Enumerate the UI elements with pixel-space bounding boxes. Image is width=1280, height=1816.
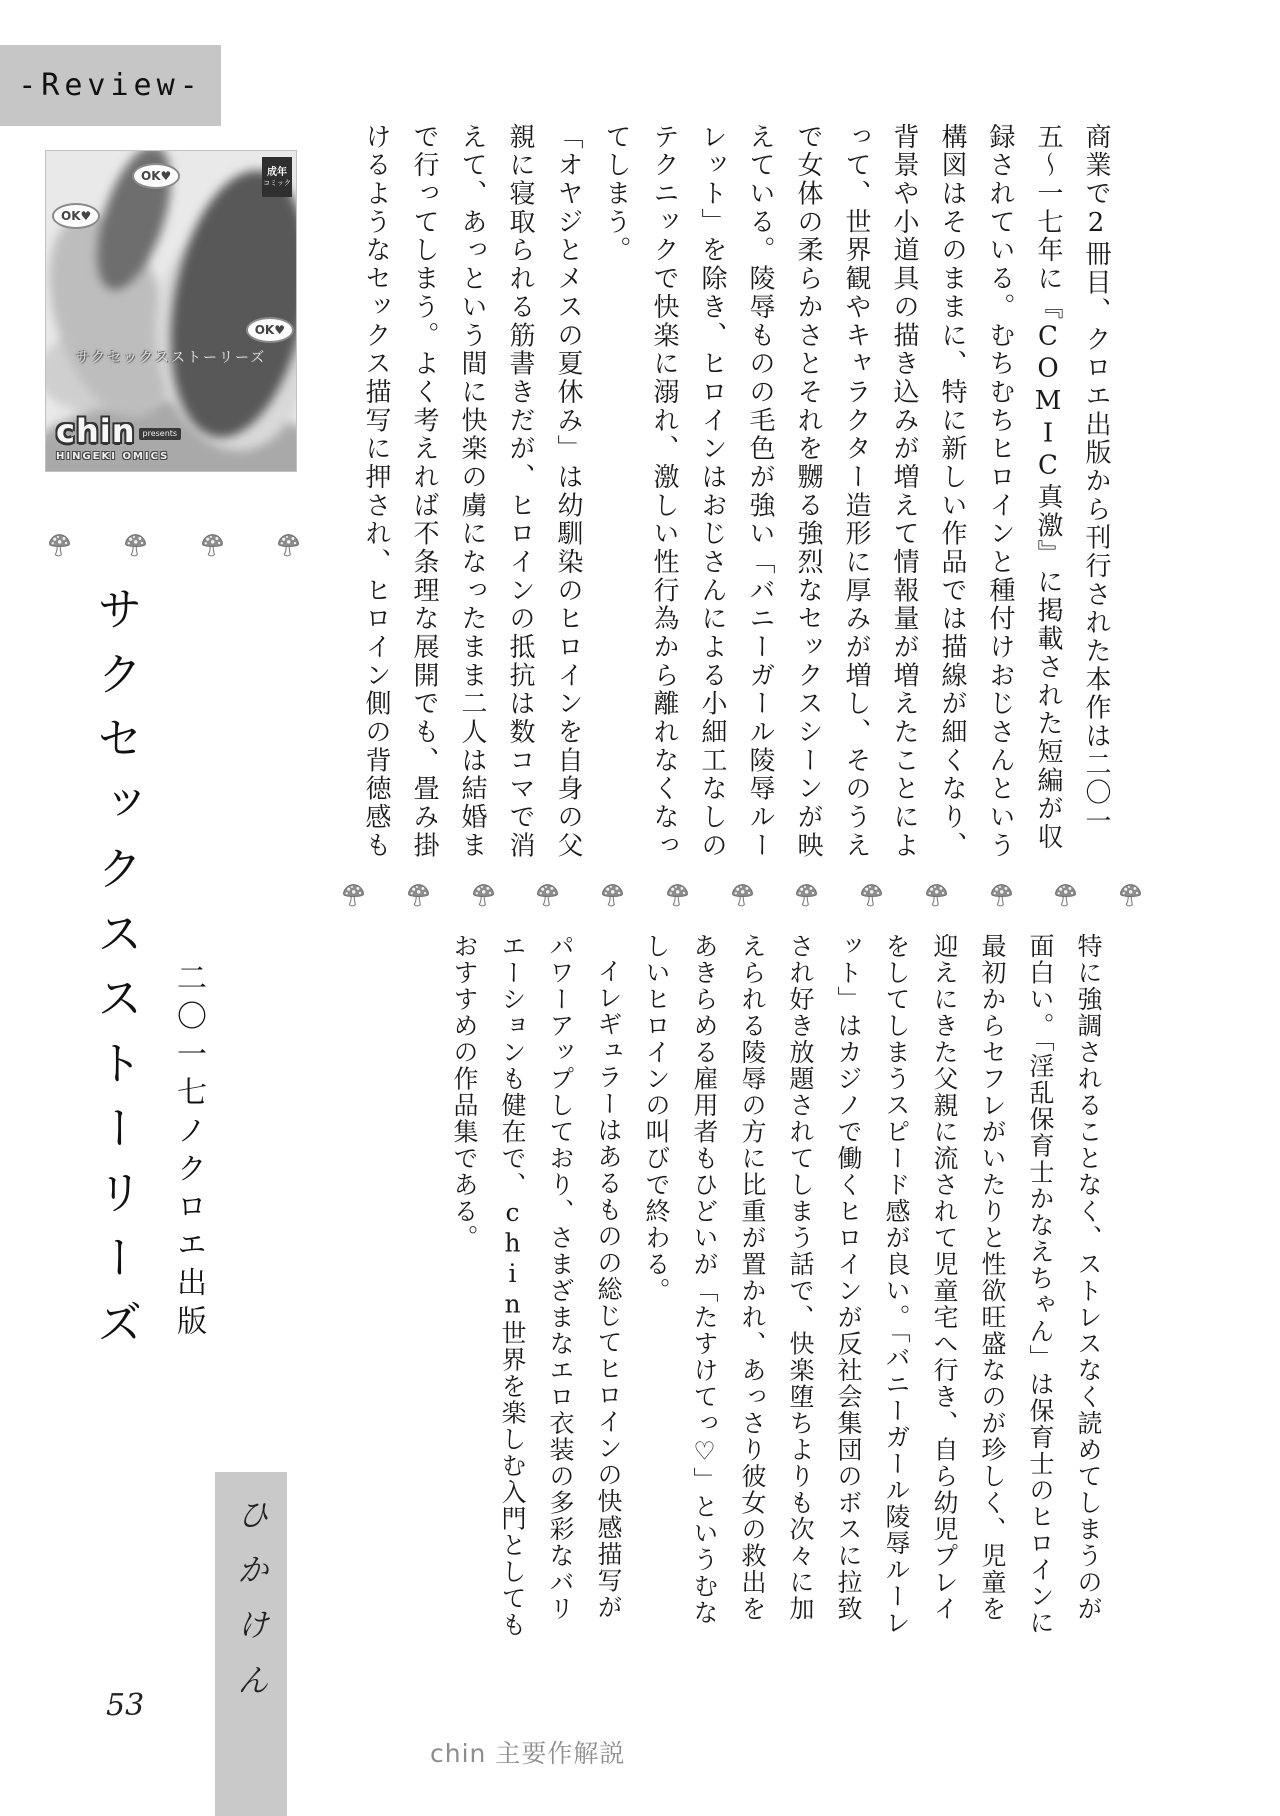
adult-comic-badge: [262, 157, 292, 197]
mushroom-icon: [277, 533, 300, 560]
review-column-block-bottom: [438, 933, 1112, 1641]
mushroom-icon: [472, 883, 495, 910]
cover-mushroom-row: [48, 526, 300, 560]
mushroom-icon: [342, 883, 365, 910]
cover-logo-caption: HINGEKI OMICS: [56, 451, 170, 462]
mushroom-icon: [860, 883, 883, 910]
mushroom-icon: [795, 883, 818, 910]
mushroom-icon: [407, 883, 430, 910]
cover-title-overlay: サクセックスストーリーズ: [75, 350, 267, 366]
mushroom-icon: [536, 883, 559, 910]
review-column-block-top: [348, 123, 1120, 867]
review-paragraph: 「オヤジとメスの夏休み」は幼馴染のヒロインを自身の父親に寝取られる筋書きだが、ヒロインの抵抗は数コマで消えて、あっという間に快楽の虜になったまま二人は結婚まで行ってしまう。よく考えれば不条理な展開でも、畳み掛けるようなセックス描写に押され、ヒロイン側の背徳感も: [361, 123, 583, 860]
mushroom-icon: [731, 883, 754, 910]
mushroom-icon: [201, 533, 224, 560]
ok-heart-bubble: OK♥: [52, 203, 100, 229]
mushroom-icon: [1119, 883, 1142, 910]
mushroom-icon: [666, 883, 689, 910]
mushroom-icon: [124, 533, 147, 560]
review-label: -Review-: [18, 68, 203, 103]
chin-logo-presents: presents: [139, 428, 182, 440]
ok-heart-bubble: OK♥: [246, 317, 294, 343]
book-title-vertical: サクセックスストーリーズ: [90, 585, 144, 1364]
ok-heart-bubble: OK♥: [132, 163, 180, 189]
mushroom-icon: [601, 883, 624, 910]
publisher-line-vertical: 二〇一七ノクロエ出版: [171, 962, 206, 1343]
review-label-box: [0, 45, 221, 126]
chin-logo-text: chin: [56, 412, 136, 450]
page-number: 53: [106, 1688, 145, 1723]
mushroom-icon: [1054, 883, 1077, 910]
footer-caption: chin 主要作解説: [430, 1739, 626, 1768]
review-paragraph: イレギュラーはあるものの総じてヒロインの快感描写がパワーアップしており、さまざまなエロ衣装の多彩なバリエーションも健在で、chin世界を楽しむ入門としてもおすすめの作品集である。: [450, 933, 623, 1638]
mushroom-icon: [48, 533, 71, 560]
cover-publisher-logo: [56, 412, 181, 462]
mushroom-icon: [925, 883, 948, 910]
mushroom-divider-row: [342, 876, 1142, 910]
reviewer-name-box: [215, 1472, 287, 1816]
adult-badge-line2: コミック: [263, 178, 291, 187]
reviewer-name: ひかけん: [232, 1498, 270, 1719]
book-cover-image: [45, 150, 297, 472]
review-paragraph: 商業で2冊目、クロエ出版から刊行された本作は二〇一五〜一七年に『COMIC真激』に掲載された短編が収録されている。むちむちヒロインと種付けおじさんという構図はそのままに、特に新しい作品では描線が細くなり、背景や小道具の描き込みが増えて情報量が増えたことによって、世界観やキャラクター造形に厚みが増し、そのうえで女体の柔らかさとそれを嬲る強烈なセックスシーンが映えている。陵辱ものの毛色が強い「バニーガール陵辱ルーレット」を除き、ヒロインはおじさんによる小細工なしのテクニックで快楽に溺れ、激しい性行為から離れなくなってしまう。: [601, 123, 1111, 860]
review-paragraph: 特に強調されることなく、ストレスなく読めてしまうのが面白い。「淫乱保育士かなえちゃん」は保育士のヒロインに最初からセフレがいたりと性欲旺盛なのが珍しく、児童を迎えにきた父親に流されて児童宅へ行き、自ら幼児プレイをしてしまうスピード感が良い。「バニーガール陵辱ルーレット」はカジノで働くヒロインが反社会集団のボスに拉致され好き放題されてしまう話で、快楽堕ちよりも次々に加えられる陵辱の方に比重が置かれ、あっさり彼女の救出をあきらめる雇用者もひどいが「たすけてっ♡」というむなしいヒロインの叫びで終わる。: [642, 933, 1103, 1636]
mushroom-icon: [990, 883, 1013, 910]
adult-badge-line1: 成年: [267, 166, 287, 178]
